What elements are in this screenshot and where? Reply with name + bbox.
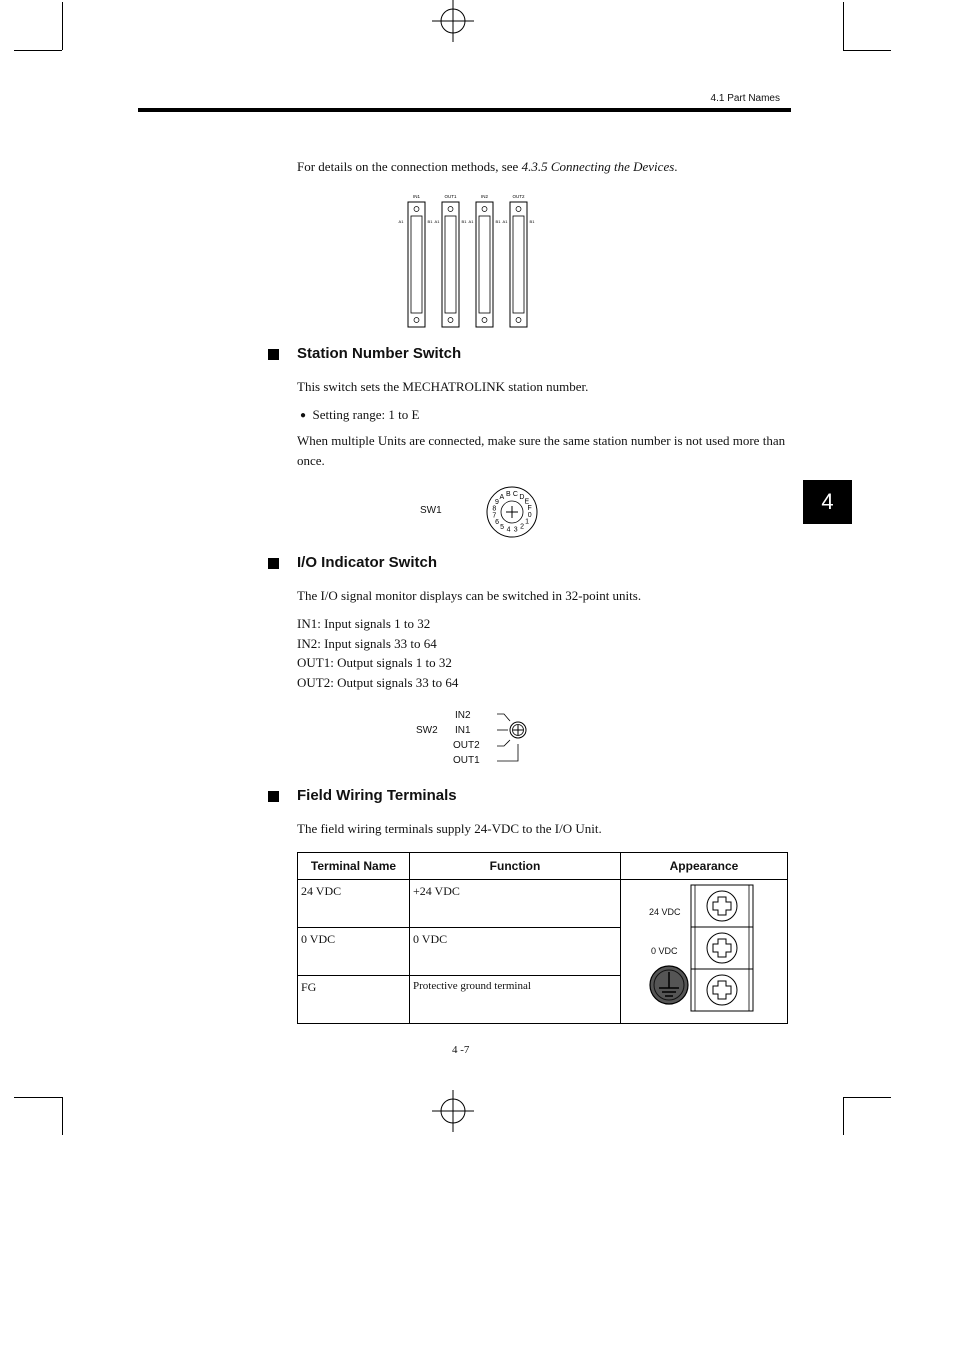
pin-label: B1 [529, 219, 535, 224]
crop-mark [14, 1097, 62, 1098]
connector-label: IN1 [412, 194, 421, 199]
appearance-label: 0 VDC [651, 946, 678, 956]
table-row [298, 880, 788, 928]
appearance-cell [621, 880, 788, 1024]
station-note: When multiple Units are connected, make sure the same station number is not used more than once. [297, 433, 786, 468]
section-heading-station: Station Number Switch [297, 345, 462, 362]
crop-mark [62, 2, 63, 50]
running-header: 4.1 Part Names [710, 93, 780, 104]
intro-reference: 4.3.5 Connecting the Devices [521, 159, 675, 174]
dial-character: A [499, 493, 505, 501]
rotary-switch-sw2 [494, 710, 534, 768]
dial-character: D [519, 493, 525, 501]
header-rule [138, 108, 791, 112]
crop-mark [62, 1097, 63, 1135]
terminal-name: 0 VDC [298, 928, 410, 976]
section-bullet [268, 791, 279, 802]
io-paragraph: The I/O signal monitor displays can be switched in 32-point units. [297, 588, 642, 603]
sw1-label: SW1 [420, 505, 442, 516]
column-header: Terminal Name [298, 853, 410, 880]
bullet-dot: ● [300, 410, 307, 421]
terminal-name: 24 VDC [298, 880, 410, 928]
section-heading-io: I/O Indicator Switch [297, 554, 438, 571]
pin-label: A1 [398, 219, 404, 224]
field-paragraph: The field wiring terminals supply 24-VDC to the I/O Unit. [297, 821, 602, 836]
registration-mark [432, 1090, 474, 1132]
io-line: OUT1: Output signals 1 to 32 [297, 655, 452, 670]
page-number: 4 -7 [452, 1044, 470, 1056]
sw2-label: SW2 [416, 725, 438, 736]
field-wiring-table [297, 852, 788, 1024]
column-header: Appearance [621, 853, 788, 880]
section-heading-field: Field Wiring Terminals [297, 787, 457, 804]
connector [510, 194, 527, 327]
crop-mark [843, 1097, 844, 1135]
pin-label: B1 [495, 219, 501, 224]
chapter-number: 4 [821, 489, 834, 514]
appearance-label: 24 VDC [649, 907, 681, 917]
dial-character: B [506, 491, 511, 499]
pin-label: B1 [461, 219, 467, 224]
pin-label: A1 [502, 219, 508, 224]
dial-character: F [527, 505, 532, 513]
dial-character: 3 [513, 526, 518, 534]
connector-label: OUT1 [444, 194, 457, 199]
dial-character: E [524, 498, 530, 506]
ground-symbol-icon [650, 966, 688, 1004]
chapter-tab [803, 480, 852, 524]
terminal-block-drawing [647, 884, 783, 1018]
pin-label: B1 [427, 219, 433, 224]
dial-character: 9 [495, 498, 499, 506]
crop-mark [843, 50, 891, 51]
column-header: Function [410, 853, 621, 880]
pin-label: A1 [434, 219, 440, 224]
pin-label: A1 [468, 219, 474, 224]
station-bullet [300, 405, 780, 427]
intro-paragraph [297, 157, 797, 177]
crop-mark [843, 1097, 891, 1098]
station-paragraph: This switch sets the MECHATROLINK station number. [297, 379, 589, 394]
screw-icon [707, 933, 737, 963]
io-line: IN1: Input signals 1 to 32 [297, 616, 431, 631]
io-line: IN2: Input signals 33 to 64 [297, 636, 437, 651]
intro-text: For details on the connection methods, see [297, 159, 522, 174]
connector [442, 194, 459, 327]
dial-character: 6 [495, 518, 500, 526]
dial-character: 1 [525, 518, 529, 526]
crop-mark [843, 2, 844, 50]
table-header-row [298, 853, 788, 880]
io-line: OUT2: Output signals 33 to 64 [297, 675, 459, 690]
dial-character: 7 [492, 512, 497, 520]
setting-range: Setting range: 1 to E [312, 407, 420, 422]
crop-mark [14, 50, 62, 51]
connector-label: IN2 [480, 194, 489, 199]
dial-character: 0 [527, 512, 532, 520]
sw2-position: IN2 [455, 710, 471, 721]
terminal-function: +24 VDC [410, 880, 621, 928]
terminal-name: FG [298, 976, 410, 1024]
terminal-function: 0 VDC [410, 928, 621, 976]
intro-end: . [674, 159, 678, 174]
connectors-diagram [395, 190, 540, 330]
section-bullet [268, 349, 279, 360]
dial-character: 4 [506, 526, 511, 534]
connector-label: OUT2 [512, 194, 525, 199]
connector [476, 194, 493, 327]
screw-icon [707, 891, 737, 921]
rotary-switch-sw1 [486, 486, 538, 538]
dial-character: 8 [492, 505, 497, 513]
dial-character: 2 [520, 523, 525, 531]
screw-icon [707, 975, 737, 1005]
terminal-function: Protective ground terminal [410, 976, 621, 1024]
sw2-position: OUT2 [453, 740, 480, 751]
section-bullet [268, 558, 279, 569]
registration-mark [432, 0, 474, 42]
connector [408, 194, 425, 327]
dial-character: C [512, 491, 518, 499]
sw2-position: OUT1 [453, 755, 480, 766]
dial-character: 5 [500, 523, 505, 531]
sw2-position: IN1 [455, 725, 471, 736]
